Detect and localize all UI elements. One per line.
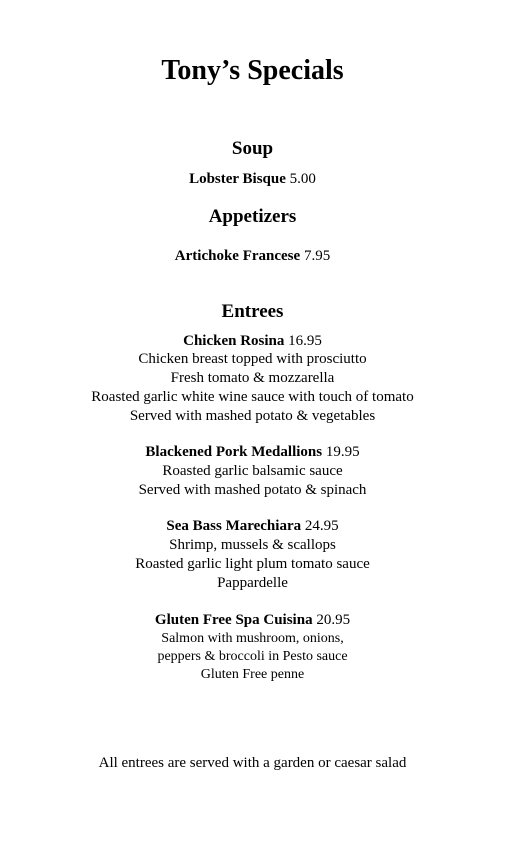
footer-note: All entrees are served with a garden or caesar salad — [98, 755, 407, 771]
item-price: 16.95 — [288, 333, 322, 349]
description-line: Chicken breast topped with prosciutto — [138, 351, 367, 367]
description-line: Served with mashed potato & vegetables — [129, 408, 376, 424]
item-price: 19.95 — [325, 444, 360, 460]
menu-item-lobster-bisque — [0, 170, 505, 189]
item-price: 20.95 — [316, 612, 351, 628]
description-line: Gluten Free penne — [200, 667, 305, 682]
description-line: Fresh tomato & mozzarella — [170, 370, 335, 386]
description-line: Roasted garlic white wine sauce with touch of tomato — [91, 389, 414, 405]
description-line: Pappardelle — [217, 575, 288, 591]
menu-item-sea-bass-marechiara — [0, 517, 505, 536]
item-price: 24.95 — [304, 518, 339, 534]
menu-item-gluten-free-spa-cuisina — [0, 611, 505, 630]
section-heading-entrees: Entrees — [221, 301, 284, 322]
item-name: Gluten Free Spa Cuisina — [154, 612, 313, 628]
description-line: Served with mashed potato & spinach — [138, 482, 367, 498]
item-name: Artichoke Francese — [174, 248, 301, 264]
page-title: Tony’s Specials — [161, 55, 344, 86]
description-line: Shrimp, mussels & scallops — [169, 537, 336, 553]
item-description — [0, 630, 505, 684]
description-line: Roasted garlic light plum tomato sauce — [135, 556, 370, 572]
description-line: Salmon with mushroom, onions, — [161, 631, 344, 646]
menu-item-blackened-pork-medallions — [0, 443, 505, 462]
item-description — [0, 536, 505, 593]
menu-item-chicken-rosina — [0, 332, 505, 351]
description-line: peppers & broccoli in Pesto sauce — [157, 649, 348, 664]
item-name: Sea Bass Marechiara — [166, 518, 302, 534]
item-name: Lobster Bisque — [189, 171, 286, 187]
item-price: 5.00 — [289, 171, 316, 187]
menu-item-artichoke-francese — [0, 247, 505, 266]
section-heading-appetizers: Appetizers — [208, 206, 297, 227]
item-description — [0, 350, 505, 426]
description-line: Roasted garlic balsamic sauce — [162, 463, 343, 479]
item-name: Chicken Rosina — [183, 333, 285, 349]
section-heading-soup: Soup — [231, 138, 274, 159]
item-name: Blackened Pork Medallions — [145, 444, 323, 460]
item-price: 7.95 — [303, 248, 331, 264]
item-description — [0, 462, 505, 500]
